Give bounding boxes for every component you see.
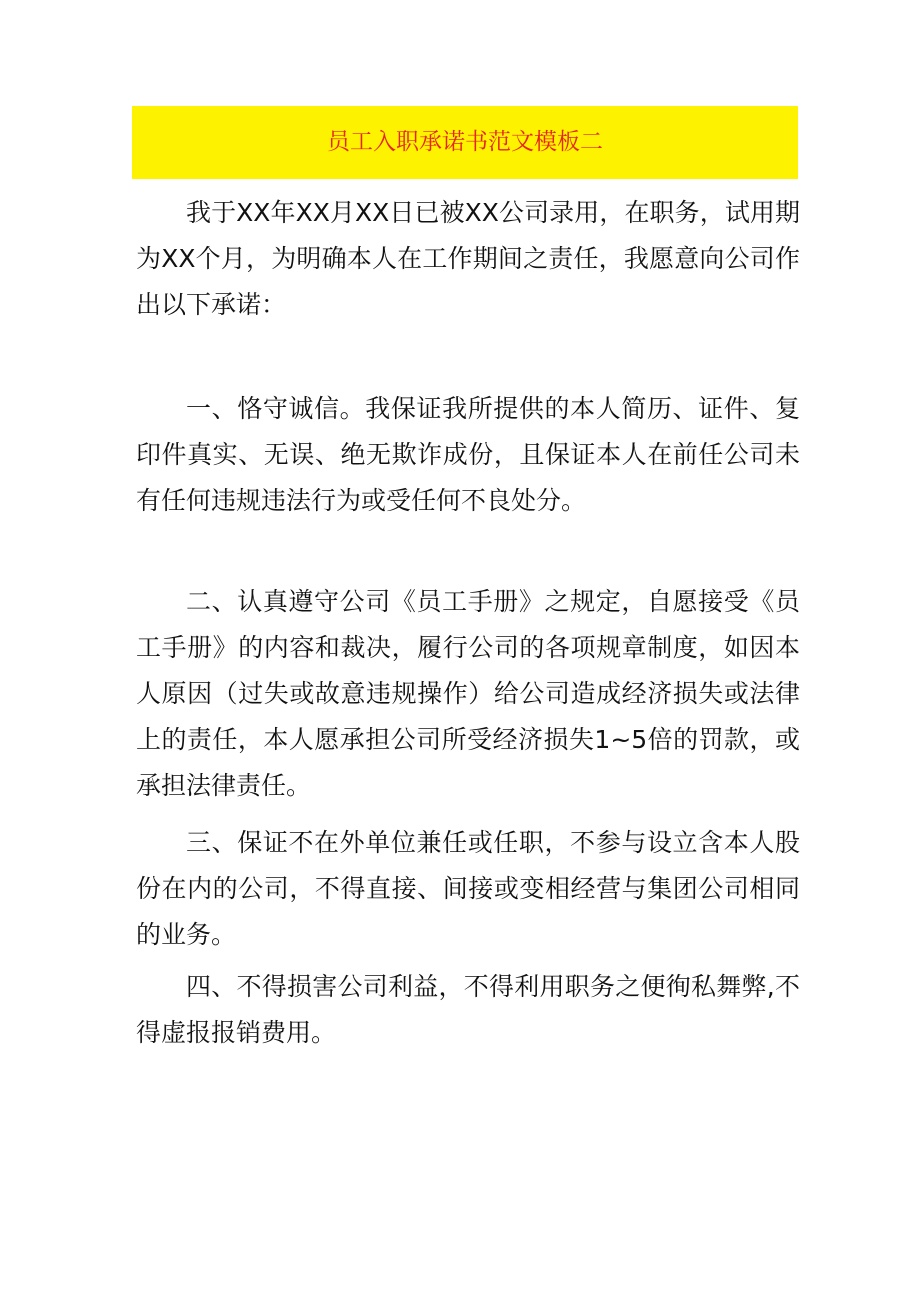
commitment-paragraph-3: 三、保证不在外单位兼任或任职，不参与设立含本人股份在内的公司，不得直接、间接或变相经营与集团公司相同的业务。 xyxy=(136,828,800,949)
intro-paragraph: 我于XX年XX月XX日已被XX公司录用，在职务，试用期为XX个月，为明确本人在工作期间之责任，我愿意向公司作出以下承诺： xyxy=(136,198,800,319)
document-title: 员工入职承诺书范文模板二 xyxy=(327,129,603,155)
commitment-paragraph-1: 一、恪守诚信。我保证我所提供的本人简历、证件、复印件真实、无误、绝无欺诈成份，且保证本人在前任公司未有任何违规违法行为或受任何不良处分。 xyxy=(136,394,800,515)
commitment-paragraph-4: 四、不得损害公司利益，不得利用职务之便徇私舞弊,不得虚报报销费用。 xyxy=(136,972,800,1047)
title-banner xyxy=(132,106,798,179)
commitment-paragraph-2: 二、认真遵守公司《员工手册》之规定，自愿接受《员工手册》的内容和裁决，履行公司的各项规章制度，如因本人原因（过失或故意违规操作）给公司造成经济损失或法律上的责任，本人愿承担公司所受经济损失1~5倍的罚款，或承担法律责任。 xyxy=(136,587,800,800)
